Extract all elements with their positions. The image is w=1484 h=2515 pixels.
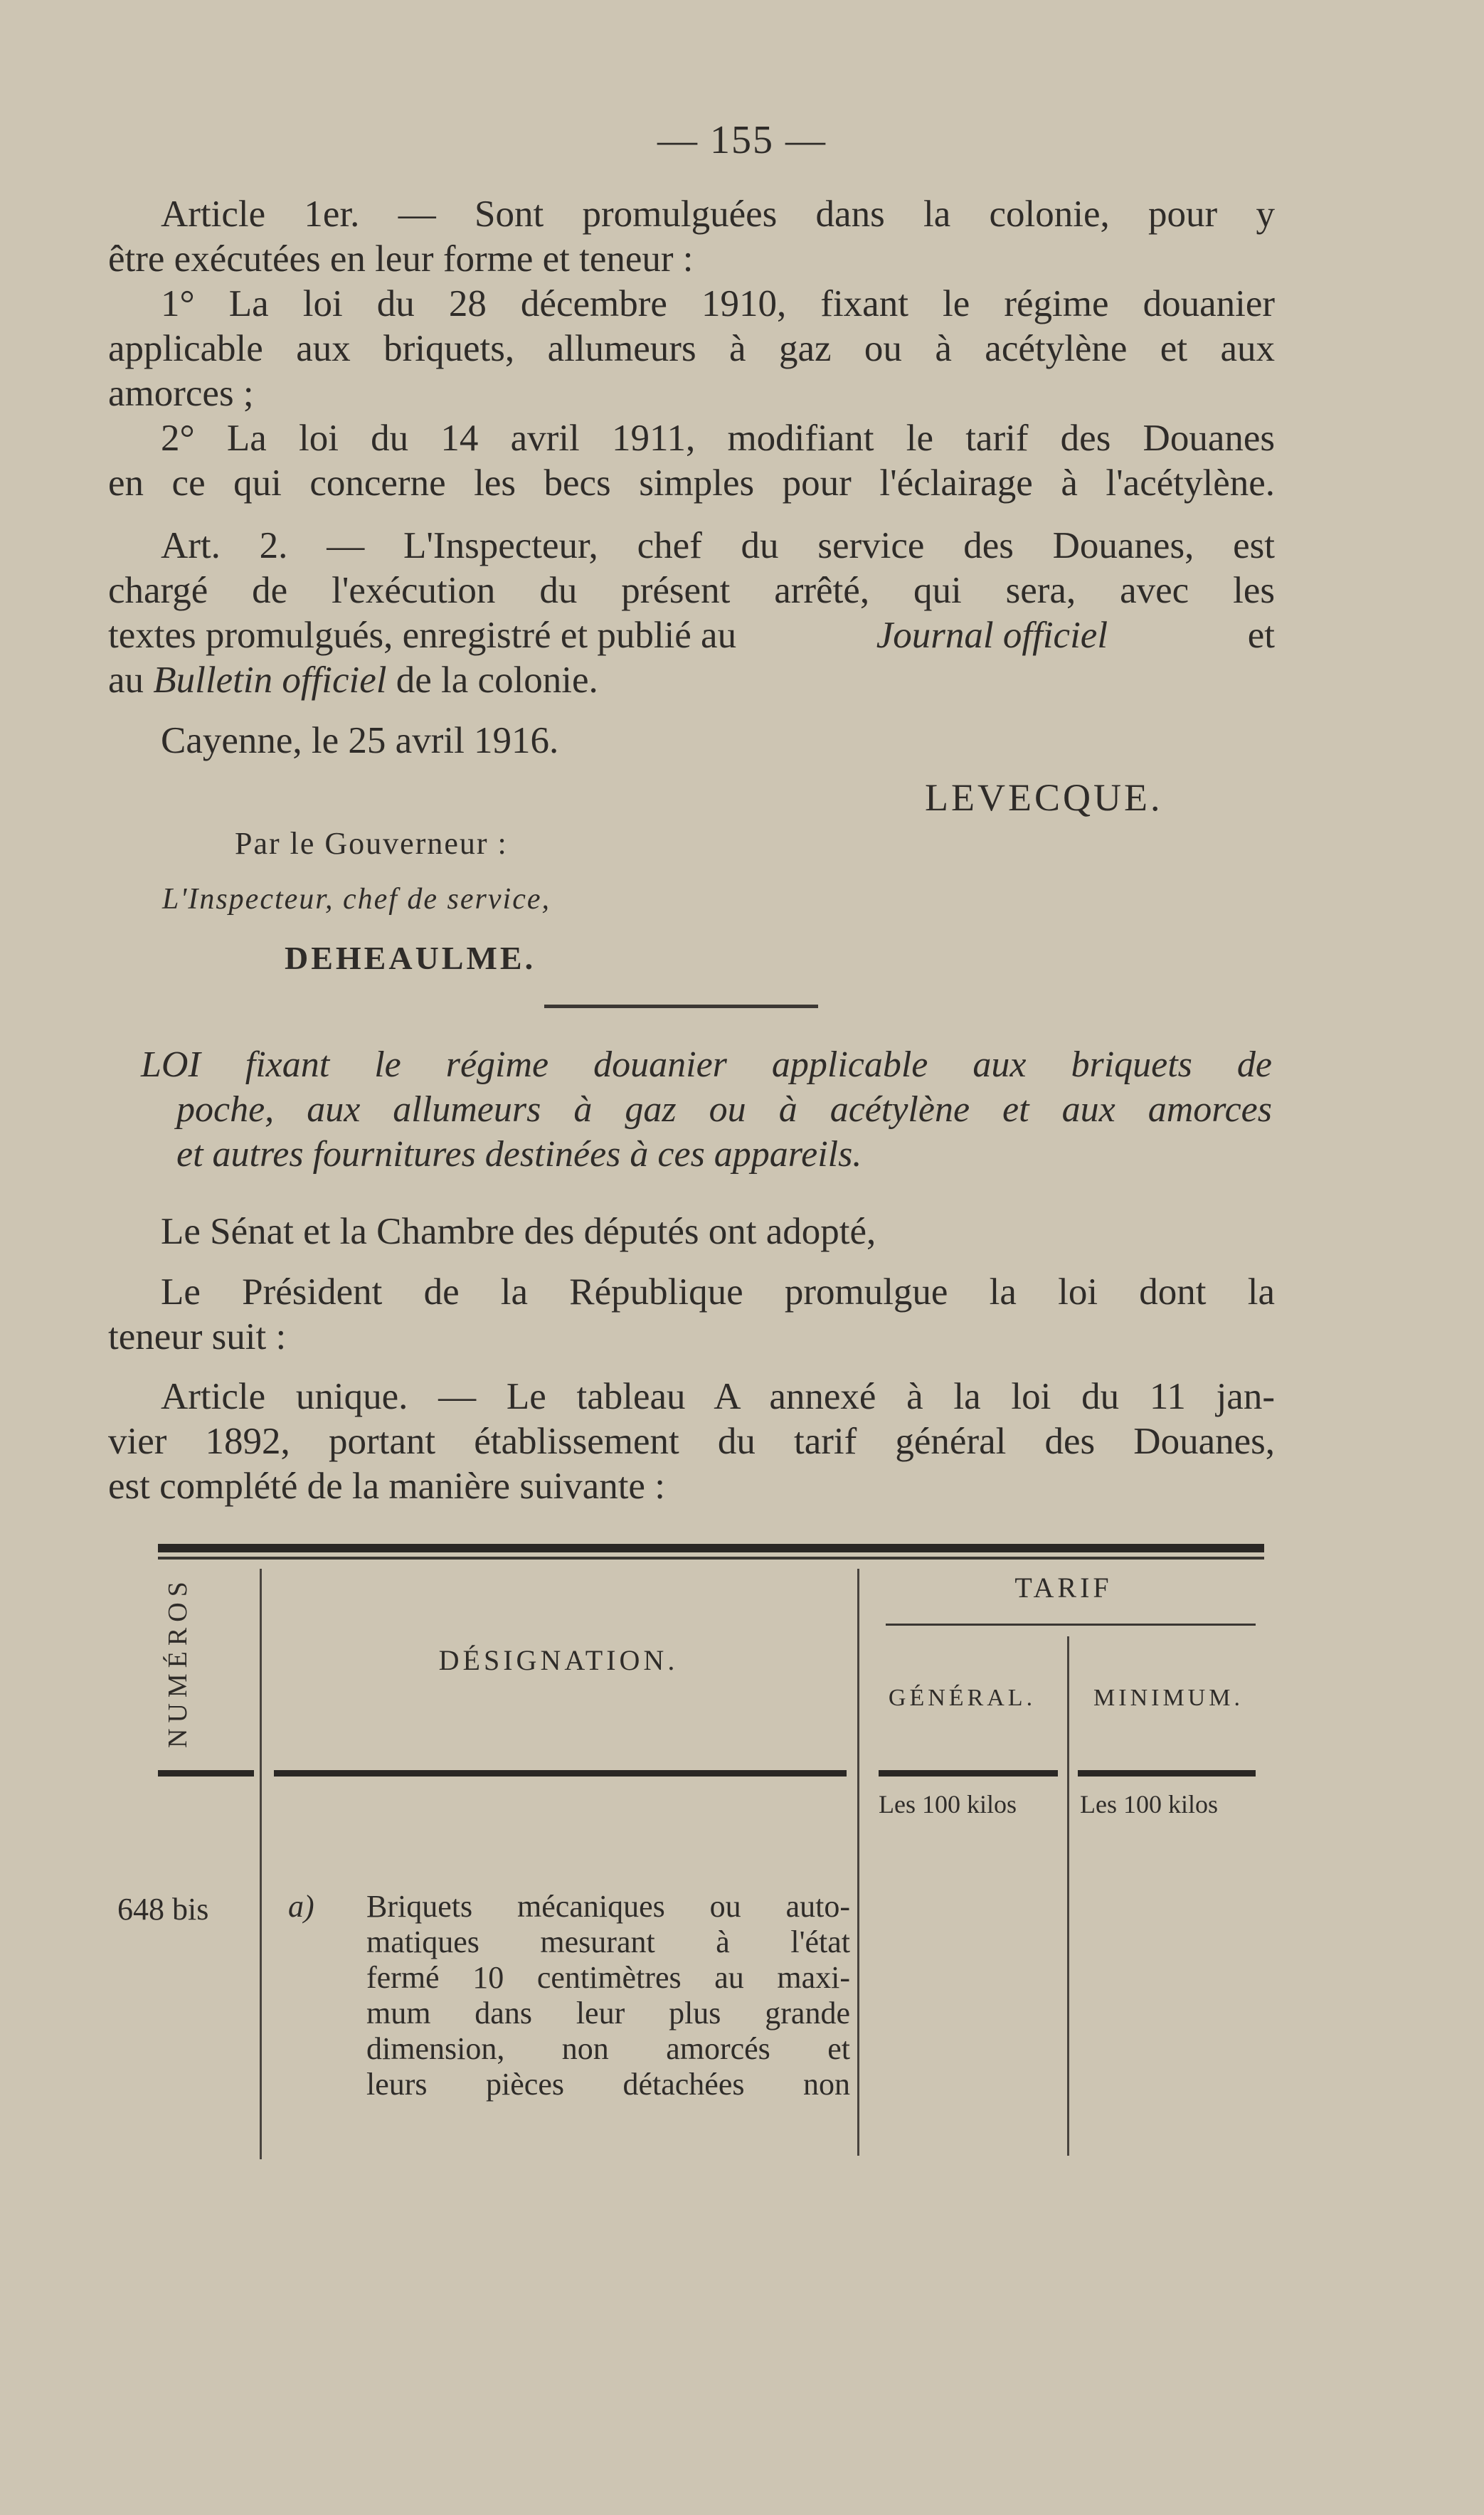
loi-title-line-1: LOI fixant le régime douanier applicable aux briquets de [141,1044,1272,1085]
et-word: et [1247,615,1275,656]
unit-minimum: Les 100 kilos [1080,1790,1218,1818]
article-1-line-1: Article 1er. — Sont promulguées dans la colonie, pour y [161,194,1275,235]
article-2-line-3 [108,613,1275,658]
row-letter: a) [288,1889,314,1924]
president-line-2: teneur suit : [108,1316,287,1357]
journal-officiel: Journal officiel [876,615,1108,656]
general-header: GÉNÉRAL. [888,1685,1037,1711]
item-1-line-1: 1° La loi du 28 décembre 1910, fixant le régime douanier [161,283,1275,324]
row-designation [366,1889,850,2102]
col-divider-2 [857,1569,859,2156]
item-2-line-2: en ce qui concerne les becs simples pour l'éclairage à l'acétylène. [108,462,1275,504]
designation-line-2: matiques mesurant à l'état [366,1924,850,1959]
separator-rule [544,1005,818,1008]
row-number [117,1891,208,1927]
par-le-gouverneur: Par le Gouverneur : [235,826,508,861]
item-1-line-3: amorces ; [108,373,254,414]
designation-line-5: dimension, non amorcés et [366,2031,850,2066]
header-bottom-rule-2 [274,1770,847,1777]
item-2-line-1: 2° La loi du 14 avril 1911, modifiant le tarif des Douanes [161,418,1275,459]
col-divider-3 [1067,1636,1069,2156]
au-word: au [108,660,144,701]
header-bottom-rule-1 [158,1770,254,1777]
minimum-header: MINIMUM. [1093,1685,1244,1711]
item-1-line-2: applicable aux briquets, allumeurs à gaz ou à acétylène et aux [108,328,1275,369]
article-unique-line-3: est complété de la manière suivante : [108,1466,665,1507]
article-2-line-3-text: textes promulgués, enregistré et publié au [108,615,737,656]
designation-line-1: Briquets mécaniques ou auto- [366,1889,850,1924]
loi-title [141,1042,1272,1177]
inspector-name: DEHEAULME. [285,940,536,976]
page-number: — 155 — [657,118,827,162]
table-top-rule [158,1544,1264,1552]
article-2-line-2: chargé de l'exécution du présent arrêté, qui sera, avec les [108,570,1275,611]
designation-line-6: leurs pièces détachées non [366,2067,850,2102]
loi-title-line-2: poche, aux allumeurs à gaz ou à acétylène et aux amorces [176,1089,1272,1130]
bulletin-officiel: Bulletin officiel [153,660,387,701]
designation-line-4: mum dans leur plus grande [366,1996,850,2030]
tarif-underline [886,1624,1256,1626]
tarif-header: TARIF [1014,1572,1113,1604]
article-2-line-4 [108,658,1275,703]
date-line: Cayenne, le 25 avril 1916. [161,720,559,761]
de-la-colonie: de la colonie. [396,660,598,701]
governor-signature: LEVECQUE. [925,776,1163,819]
loi-title-line-3: et autres fournitures destinées à ces appareils. [176,1134,862,1175]
article-1-line-2: être exécutées en leur forme et teneur : [108,238,694,280]
senat-line: Le Sénat et la Chambre des députés ont adopté, [161,1211,876,1252]
president-line-1: Le Président de la République promulgue la loi dont la [161,1271,1275,1313]
header-bottom-rule-4 [1078,1770,1256,1777]
numeros-header: NUMÉROS [163,1576,193,1748]
row-number-text: 648 bis [117,1892,209,1927]
table-top-rule-thin [158,1557,1264,1560]
inspector-title: L'Inspecteur, chef de service, [162,883,551,916]
article-unique-line-1: Article unique. — Le tableau A annexé à la loi du 11 jan- [161,1376,1275,1417]
unit-general: Les 100 kilos [879,1790,1017,1818]
designation-line-3: fermé 10 centimètres au maxi- [366,1960,850,1995]
header-bottom-rule-3 [879,1770,1058,1777]
designation-header: DÉSIGNATION. [438,1644,679,1676]
article-2-line-1: Art. 2. — L'Inspecteur, chef du service des Douanes, est [161,525,1275,566]
article-unique-line-2: vier 1892, portant établissement du tarif général des Douanes, [108,1421,1275,1462]
